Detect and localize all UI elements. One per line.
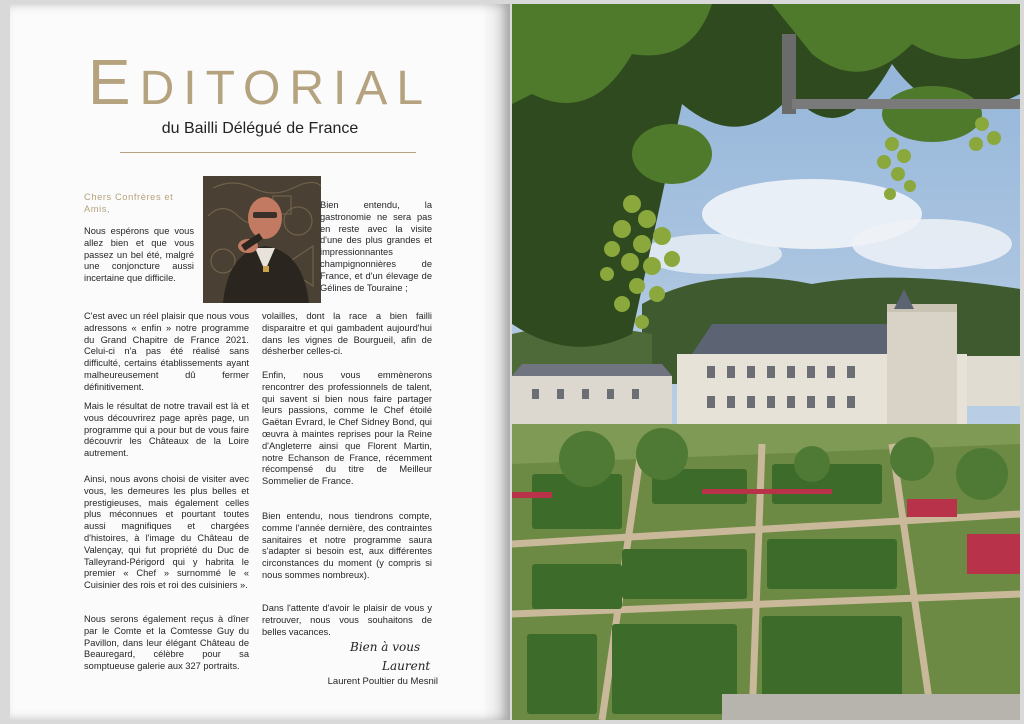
paragraph-gastronomy: Bien entendu, la gastronomie ne sera pas en reste avec la visite d'une des plus grandes et impressionnantes champignonnières de France, et d'un élevage de Gélines de Touraine ; bbox=[320, 200, 432, 293]
salutation: Chers Confrères et Amis, bbox=[84, 192, 174, 214]
signer-name: Laurent Poultier du Mesnil bbox=[327, 676, 438, 687]
author-portrait bbox=[203, 176, 321, 303]
paragraph-programme: C'est avec un réel plaisir que nous vous adressons « enfin » notre programme du Grand Chapitre de France 2021. Celui-ci n'a pas été réalisé sans difficulté, certains établissements ayant malheureusement dû fermer définitivement. bbox=[84, 311, 249, 392]
paragraph-result: Mais le résultat de notre travail est là et vous découvrirez page après page, un programme qui a pour but de vous faire découvrir les Châteaux de la Loire autrement. bbox=[84, 401, 249, 459]
intro-paragraph: Nous espérons que vous allez bien et que vous passez un bel été, malgré une conjoncture aussi incertaine que difficile. bbox=[84, 226, 194, 284]
title-rest: DITORIAL bbox=[139, 62, 433, 115]
editorial-page bbox=[10, 4, 510, 720]
chateau-photo bbox=[512, 4, 1020, 720]
paragraph-volailles: volailles, dont la race a bien failli disparaitre et qui gambadent aujourd'hui dans les vignes de Bourgueil, afin de désherber celles-ci. bbox=[262, 311, 432, 357]
paragraph-dinner: Nous serons également reçus à dîner par le Comte et la Comtesse Guy du Pavillon, dans leur élégant Château de Beauregard, célèbre pour sa somptueuse galerie aux 327 portraits. bbox=[84, 614, 249, 672]
handwritten-signature: Laurent bbox=[382, 659, 431, 673]
title-initial: E bbox=[87, 46, 140, 118]
paragraph-professionals: Enfin, nous vous emmènerons rencontrer des professionnels de talent, qui savent si bien nous faire partager leurs passions, comme le Chef étoilé Gaëtan Evrard, le Chef Sidney Bond, qui œuvra à maintes reprises pour la Reine d'Angleterre ainsi que Florent Martin, notre Echanson de France, récemment récompensé du titre de Meilleur Sommelier de France. bbox=[262, 370, 432, 487]
paragraph-chateaux: Ainsi, nous avons choisi de visiter avec vous, les demeures les plus belles et prestigieuses, mais également celles plus méconnues et pourtant toutes aussi magnifiques et chargées d'histoires, à l'image du Château de Valençay, qui fut propriété du Duc de Talleyrand-Périgord qui y habrita le premier « Chef » surnommé le « Cuisinier des rois et roi des cuisiniers ». bbox=[84, 474, 249, 591]
page-subtitle: du Bailli Délégué de France bbox=[161, 120, 359, 137]
paragraph-closing: Dans l'attente d'avoir le plaisir de vous y retrouver, nous vous souhaitons de belles vacances. bbox=[262, 603, 432, 637]
page-title bbox=[10, 46, 510, 119]
title-divider bbox=[120, 152, 416, 153]
closing-phrase: Bien à vous bbox=[350, 640, 421, 654]
paragraph-sanitary: Bien entendu, nous tiendrons compte, comme l'année dernière, des contraintes sanitaires et notre programme saura s'adapter si besoin est, aux différentes circonstances du moment (y compris si nous sommes nombreux). bbox=[262, 511, 432, 580]
